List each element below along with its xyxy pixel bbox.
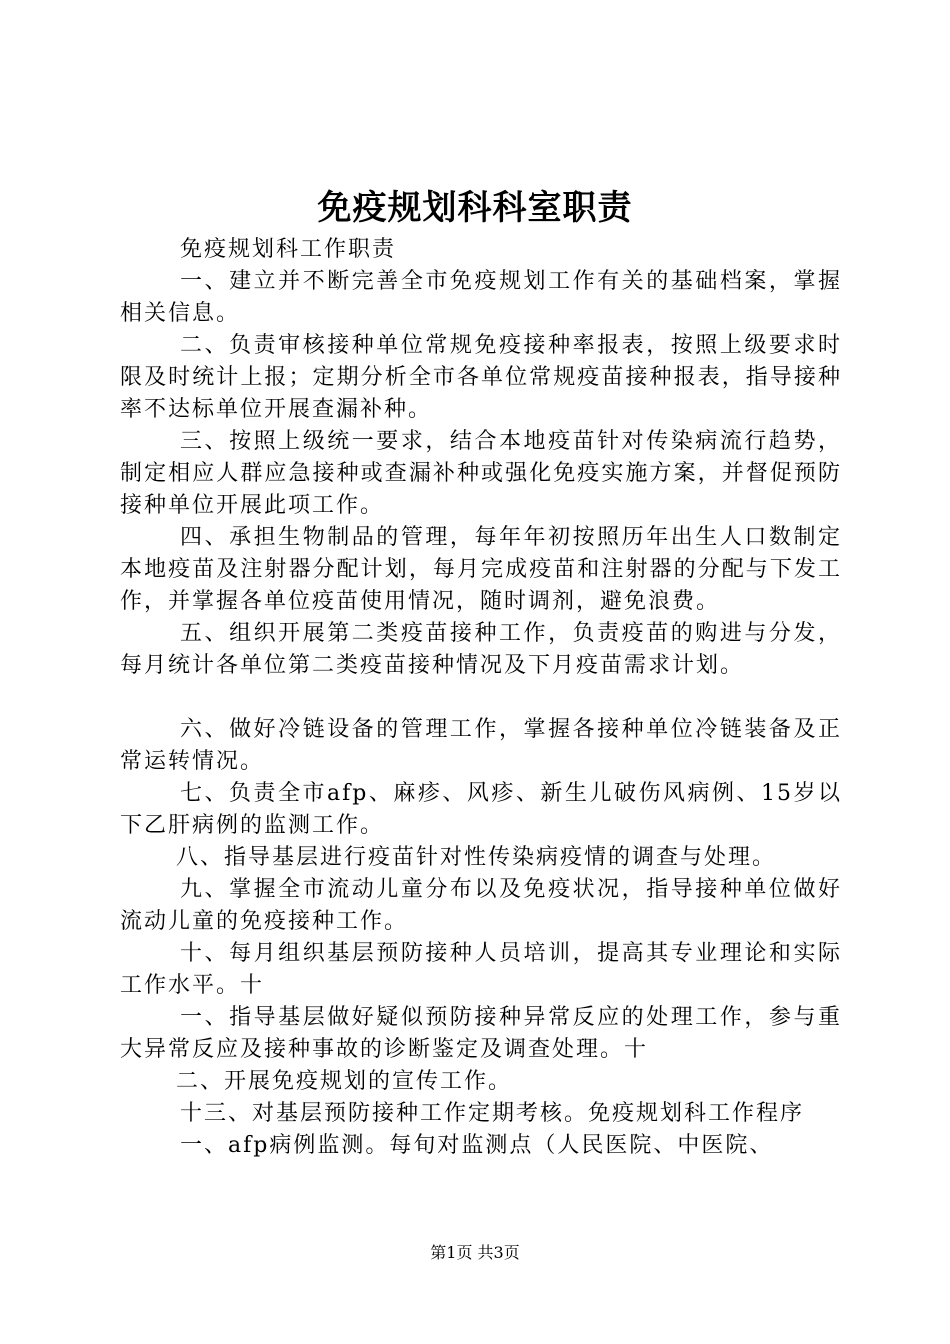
document-title: 免疫规划科科室职责 bbox=[317, 188, 633, 228]
section-heading: 免疫规划科工作职责 bbox=[180, 237, 397, 262]
paragraph-duty-7: 七、负责全市afp、麻疹、风疹、新生儿破伤风病例、15岁以下乙肝病例的监测工作。 bbox=[120, 781, 842, 838]
paragraph-duty-8: 八、指导基层进行疫苗针对性传染病疫情的调查与处理。 bbox=[176, 845, 777, 870]
paragraph-duty-11: 一、指导基层做好疑似预防接种异常反应的处理工作，参与重大异常反应及接种事故的诊断鉴定及调查处理。十 bbox=[120, 1005, 842, 1062]
paragraph-duty-6: 六、做好冷链设备的管理工作，掌握各接种单位冷链装备及正常运转情况。 bbox=[120, 717, 842, 774]
page-number-footer: 第1页 共3页 bbox=[430, 1243, 520, 1262]
paragraph-duty-4: 四、承担生物制品的管理，每年年初按照历年出生人口数制定本地疫苗及注射器分配计划，每月完成疫苗和注射器的分配与下发工作，并掌握各单位疫苗使用情况，随时调剂，避免浪费。 bbox=[120, 525, 842, 614]
paragraph-duty-9: 九、掌握全市流动儿童分布以及免疫状况，指导接种单位做好流动儿童的免疫接种工作。 bbox=[120, 877, 842, 934]
blank-line bbox=[120, 682, 842, 714]
paragraph-duty-13: 十三、对基层预防接种工作定期考核。免疫规划科工作程序 bbox=[180, 1101, 805, 1126]
document-body bbox=[120, 234, 842, 1162]
paragraph-duty-2: 二、负责审核接种单位常规免疫接种率报表，按照上级要求时限及时统计上报；定期分析全市各单位常规疫苗接种报表，指导接种率不达标单位开展查漏补种。 bbox=[120, 333, 842, 422]
paragraph-duty-5: 五、组织开展第二类疫苗接种工作，负责疫苗的购进与分发，每月统计各单位第二类疫苗接种情况及下月疫苗需求计划。 bbox=[120, 621, 842, 678]
paragraph-duty-3: 三、按照上级统一要求，结合本地疫苗针对传染病流行趋势，制定相应人群应急接种或查漏补种或强化免疫实施方案，并督促预防接种单位开展此项工作。 bbox=[120, 429, 842, 518]
paragraph-duty-12: 二、开展免疫规划的宣传工作。 bbox=[176, 1069, 513, 1094]
paragraph-procedure-1: 一、afp病例监测。每旬对监测点（人民医院、中医院、 bbox=[180, 1133, 774, 1158]
paragraph-duty-1: 一、建立并不断完善全市免疫规划工作有关的基础档案，掌握相关信息。 bbox=[120, 269, 842, 326]
paragraph-duty-10: 十、每月组织基层预防接种人员培训，提高其专业理论和实际工作水平。十 bbox=[120, 941, 842, 998]
